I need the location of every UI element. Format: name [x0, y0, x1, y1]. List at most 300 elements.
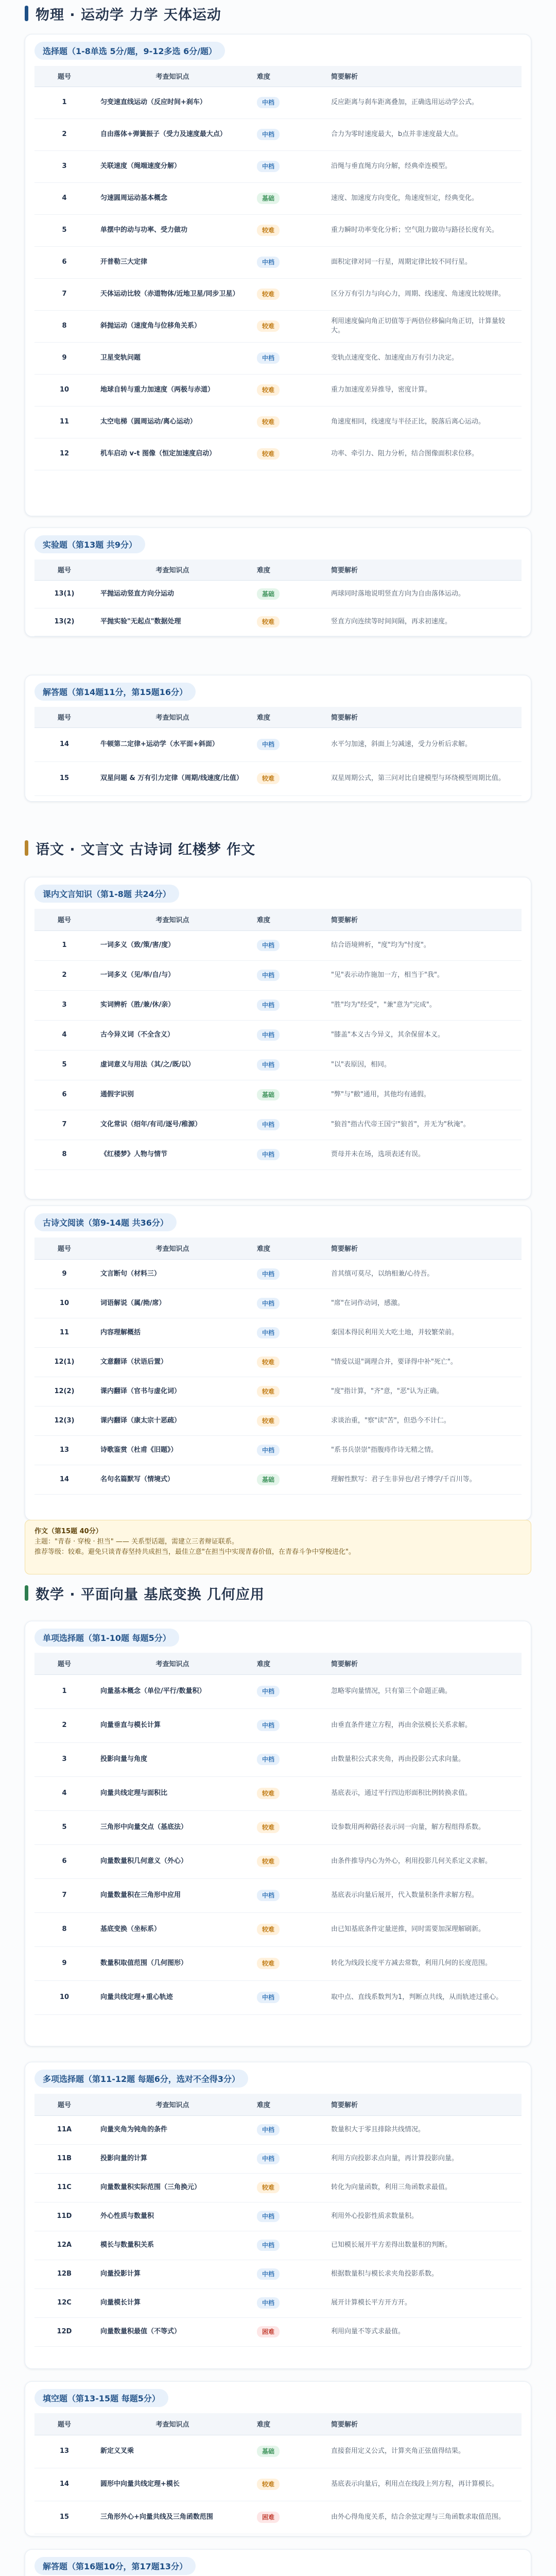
question-table: [34, 66, 522, 470]
question-number: 12B: [34, 2260, 94, 2289]
question-number: 10: [34, 1980, 94, 2014]
question-number: 12(1): [34, 1347, 94, 1377]
col-topic: 考查知识点: [94, 1238, 251, 1259]
table-row: [34, 1289, 522, 1318]
brief-analysis: 求谈治重，"察"读"苦"，但恐今不计仁。: [320, 1406, 522, 1435]
question-number: 1: [34, 930, 94, 960]
brief-analysis: 由条件推导内心为外心，利用投影几何关系定义求解。: [320, 1844, 522, 1878]
col-diff: 难度: [251, 1238, 320, 1259]
question-number: 12(3): [34, 1406, 94, 1435]
brief-analysis: 竖直方向连续等时间间隔，再求初速度。: [320, 608, 522, 636]
col-no: 题号: [34, 1238, 94, 1259]
difficulty-cell: [251, 2468, 320, 2501]
col-topic: 考查知识点: [94, 707, 251, 727]
difficulty-badge: 较难: [257, 1357, 280, 1368]
brief-analysis: 转化为向量函数，利用三角函数求最值。: [320, 2173, 522, 2202]
col-desc: 简要解析: [320, 1653, 522, 1674]
col-diff: 难度: [251, 560, 320, 580]
brief-analysis: 沿绳与垂直绳方向分解，经典牵连模型。: [320, 150, 522, 182]
table-row: [34, 1674, 522, 1708]
knowledge-point: 向量基本概念（单位/平行/数量积）: [94, 1674, 251, 1708]
table-row: [34, 2202, 522, 2231]
knowledge-point: 基底变换（坐标系）: [94, 1912, 251, 1946]
question-number: 12A: [34, 2231, 94, 2260]
difficulty-badge: 中档: [257, 970, 280, 981]
question-number: 13(2): [34, 608, 94, 636]
table-row: [34, 1050, 522, 1080]
section-physics-choice: [25, 34, 531, 516]
knowledge-point: 数量积取值范围（几何图形）: [94, 1946, 251, 1980]
table-row: [34, 246, 522, 278]
table-row: [34, 438, 522, 470]
table-row: [34, 2173, 522, 2202]
brief-analysis: "膝盖"本义古今异义，其余保留本义。: [320, 1020, 522, 1050]
table-row: [34, 1946, 522, 1980]
col-desc: 简要解析: [320, 2094, 522, 2115]
table-row: [34, 608, 522, 636]
question-number: 1: [34, 1674, 94, 1708]
brief-analysis: 数量积大于零且排除共线情况。: [320, 2115, 522, 2144]
question-number: 6: [34, 1080, 94, 1110]
table-row: [34, 930, 522, 960]
difficulty-cell: [251, 1810, 320, 1844]
section-tag: 古诗文阅读（第9-14题 共36分）: [34, 1213, 177, 1231]
brief-analysis: "席"在词作动词，感激。: [320, 1289, 522, 1318]
knowledge-point: 一词多义（致/策/害/度）: [94, 930, 251, 960]
section-physics-experiment: [25, 528, 531, 637]
question-number: 1: [34, 87, 94, 118]
table-header: [34, 2094, 522, 2115]
difficulty-cell: [251, 1289, 320, 1318]
difficulty-cell: [251, 727, 320, 761]
table-row: [34, 1844, 522, 1878]
col-diff: 难度: [251, 2413, 320, 2435]
table-row: [34, 342, 522, 374]
difficulty-cell: [251, 1776, 320, 1810]
knowledge-point: 平抛运动竖直方向分运动: [94, 580, 251, 608]
knowledge-point: 牛顿第二定律+运动学（水平面+斜面）: [94, 727, 251, 761]
col-diff: 难度: [251, 707, 320, 727]
difficulty-badge: 中档: [257, 940, 280, 951]
knowledge-point: 模长与数量积关系: [94, 2231, 251, 2260]
essay-topic: 主题："青春 · 穿梭 · 担当" —— 关系型话题，需建立三者辩证联系。: [34, 1538, 239, 1546]
difficulty-cell: [251, 761, 320, 795]
question-table: [34, 2413, 522, 2534]
difficulty-badge: 中档: [257, 1029, 280, 1041]
question-table: [34, 2094, 522, 2347]
brief-analysis: 展开计算模长平方开方开。: [320, 2289, 522, 2317]
col-desc: 简要解析: [320, 66, 522, 87]
question-number: 4: [34, 182, 94, 214]
section-tag: 填空题（第13-15题 每题5分）: [34, 2389, 168, 2407]
knowledge-point: 投影向量的计算: [94, 2144, 251, 2173]
question-number: 7: [34, 1878, 94, 1912]
brief-analysis: 由垂直条件建立方程，再由余弦模长关系求解。: [320, 1708, 522, 1742]
brief-analysis: 重力瞬时功率变化分析；空气阻力做功与路径长度有关。: [320, 214, 522, 246]
col-no: 题号: [34, 2413, 94, 2435]
difficulty-badge: 中档: [257, 1992, 280, 2003]
brief-analysis: "弊"与"敝"通用，其他均有通假。: [320, 1080, 522, 1110]
difficulty-badge: 中档: [257, 999, 280, 1011]
question-number: 11: [34, 1318, 94, 1347]
question-number: 2: [34, 118, 94, 150]
brief-analysis: 忽略零向量情况，只有第三个命题正确。: [320, 1674, 522, 1708]
difficulty-cell: [251, 1259, 320, 1289]
col-no: 题号: [34, 909, 94, 930]
brief-analysis: 由数量积公式求夹角，再由投影公式求向量。: [320, 1742, 522, 1776]
difficulty-cell: [251, 1347, 320, 1377]
knowledge-point: 匀速圆周运动基本概念: [94, 182, 251, 214]
brief-analysis: "系书兵崇崇"指腹痔作诗无精之情。: [320, 1435, 522, 1465]
col-topic: 考查知识点: [94, 2413, 251, 2435]
difficulty-badge: 困难: [257, 2512, 280, 2523]
brief-analysis: 由外心得角度关系，结合余弦定理与三角函数求取值范围。: [320, 2501, 522, 2534]
difficulty-cell: [251, 2231, 320, 2260]
question-number: 7: [34, 1110, 94, 1140]
difficulty-cell: [251, 214, 320, 246]
difficulty-badge: 中档: [257, 1720, 280, 1731]
col-topic: 考查知识点: [94, 909, 251, 930]
question-number: 11B: [34, 2144, 94, 2173]
table-row: [34, 2289, 522, 2317]
knowledge-point: 向量数量积在三角形中应用: [94, 1878, 251, 1912]
difficulty-badge: 中档: [257, 1268, 280, 1280]
knowledge-point: 太空电梯（圆周运动/离心运动）: [94, 406, 251, 438]
brief-analysis: 角速度相同，线速度与半径正比，脱落后离心运动。: [320, 406, 522, 438]
knowledge-point: 向量共线定理与面积比: [94, 1776, 251, 1810]
subject-title: 数学 · 平面向量 基底变换 几何应用: [36, 1586, 265, 1603]
difficulty-cell: [251, 580, 320, 608]
question-number: 8: [34, 310, 94, 342]
brief-analysis: 反应距离与刹车距离叠加，正确选用运动学公式。: [320, 87, 522, 118]
brief-analysis: 基底表示向量后展开，代入数量积条件求解方程。: [320, 1878, 522, 1912]
question-number: 2: [34, 960, 94, 990]
difficulty-cell: [251, 2260, 320, 2289]
table-header: [34, 1238, 522, 1259]
knowledge-point: 斜抛运动（速度角与位移角关系）: [94, 310, 251, 342]
knowledge-point: 实词辨析（胜/兼/休/亲）: [94, 990, 251, 1020]
brief-analysis: 取中点、直线系数判为1，判断点共线，从而轨迹过重心。: [320, 1980, 522, 2014]
difficulty-badge: 较难: [257, 773, 280, 784]
table-row: [34, 2317, 522, 2346]
table-row: [34, 214, 522, 246]
difficulty-badge: 中档: [257, 1059, 280, 1071]
difficulty-badge: 中档: [257, 1686, 280, 1697]
difficulty-cell: [251, 1406, 320, 1435]
brief-analysis: 理解性默写：君子生非异也/君子博学/千百川等。: [320, 1465, 522, 1494]
question-number: 10: [34, 1289, 94, 1318]
table-row: [34, 1878, 522, 1912]
difficulty-badge: 较难: [257, 616, 280, 628]
subject-accent-bar: [25, 840, 28, 856]
subject-accent-bar: [25, 1585, 28, 1601]
difficulty-badge: 中档: [257, 2153, 280, 2164]
knowledge-point: 平抛实验"无起点"数据处理: [94, 608, 251, 636]
difficulty-badge: 较难: [257, 384, 280, 396]
table-row: [34, 2501, 522, 2534]
knowledge-point: 一词多义（见/举/自/与）: [94, 960, 251, 990]
section-math-solution: [25, 2549, 531, 2576]
difficulty-badge: 中档: [257, 129, 280, 140]
subject-title: 语文 · 文言文 古诗词 红楼梦 作文: [36, 841, 256, 858]
question-number: 9: [34, 342, 94, 374]
subject-header-math: [25, 1583, 531, 1603]
section-physics-solution: [25, 675, 531, 802]
table-row: [34, 1318, 522, 1347]
difficulty-cell: [251, 2173, 320, 2202]
col-topic: 考查知识点: [94, 560, 251, 580]
question-number: 13: [34, 1435, 94, 1465]
table-row: [34, 1110, 522, 1140]
difficulty-cell: [251, 438, 320, 470]
table-row: [34, 761, 522, 795]
table-row: [34, 1406, 522, 1435]
knowledge-point: 名句名篇默写（情境式）: [94, 1465, 251, 1494]
section-tag: 选择题（1-8单选 5分/题，9-12多选 6分/题）: [34, 42, 225, 60]
difficulty-cell: [251, 960, 320, 990]
table-row: [34, 1347, 522, 1377]
brief-analysis: "情爱以退"调理合并，要译得中补"死亡"。: [320, 1347, 522, 1377]
knowledge-point: 文意翻译（状语后置）: [94, 1347, 251, 1377]
difficulty-cell: [251, 406, 320, 438]
knowledge-point: 关联速度（绳端速度分解）: [94, 150, 251, 182]
table-row: [34, 182, 522, 214]
difficulty-badge: 中档: [257, 739, 280, 750]
knowledge-point: 向量模长计算: [94, 2289, 251, 2317]
knowledge-point: 外心性质与数量积: [94, 2202, 251, 2231]
knowledge-point: 开普勒三大定律: [94, 246, 251, 278]
difficulty-badge: 中档: [257, 2268, 280, 2280]
knowledge-point: 新定义叉乘: [94, 2435, 251, 2468]
brief-analysis: 由已知基底条件定量逆推，同时需要加深理解刷新。: [320, 1912, 522, 1946]
brief-analysis: 合力为零时速度最大，b点并非速度最大点。: [320, 118, 522, 150]
col-diff: 难度: [251, 66, 320, 87]
table-header: [34, 2413, 522, 2435]
brief-analysis: 双星周期公式，第三问对比自建模型与环绕模型周期比值。: [320, 761, 522, 795]
knowledge-point: 向量夹角为钝角的条件: [94, 2115, 251, 2144]
knowledge-point: 向量数量积最值（不等式）: [94, 2317, 251, 2346]
question-number: 11: [34, 406, 94, 438]
knowledge-point: 课内翻译（康太宗十恶疏）: [94, 1406, 251, 1435]
col-desc: 简要解析: [320, 707, 522, 727]
col-diff: 难度: [251, 2094, 320, 2115]
difficulty-cell: [251, 1742, 320, 1776]
knowledge-point: 单摆中的动与功率、受力做功: [94, 214, 251, 246]
brief-analysis: 两球同时落地说明竖直方向为自由落体运动。: [320, 580, 522, 608]
col-desc: 简要解析: [320, 1238, 522, 1259]
difficulty-badge: 基础: [257, 193, 280, 204]
knowledge-point: 向量数量积几何意义（外心）: [94, 1844, 251, 1878]
section-tag: 解答题（第16题10分，第17题13分）: [34, 2557, 196, 2575]
brief-analysis: 利用速度偏向角正切值等于两倍位移偏向角正切，计算量较大。: [320, 310, 522, 342]
difficulty-badge: 困难: [257, 2326, 280, 2337]
question-number: 10: [34, 374, 94, 406]
knowledge-point: 诗歌鉴赏（杜甫《旧题》）: [94, 1435, 251, 1465]
brief-analysis: "胜"均为"经受"，"兼"意为"完成"。: [320, 990, 522, 1020]
difficulty-cell: [251, 1844, 320, 1878]
difficulty-badge: 中档: [257, 257, 280, 268]
knowledge-point: 词语解说（属/拗/席）: [94, 1289, 251, 1318]
knowledge-point: 机车启动 v-t 图像（恒定加速度启动）: [94, 438, 251, 470]
table-row: [34, 1742, 522, 1776]
difficulty-badge: 中档: [257, 1445, 280, 1456]
question-number: 14: [34, 1465, 94, 1494]
brief-analysis: 直接套用定义公式，计算夹角正弦值得结果。: [320, 2435, 522, 2468]
difficulty-cell: [251, 1140, 320, 1170]
question-number: 6: [34, 1844, 94, 1878]
knowledge-point: 自由落体+弹簧振子（受力及速度最大点）: [94, 118, 251, 150]
knowledge-point: 《红楼梦》人物与情节: [94, 1140, 251, 1170]
section-tag: 多项选择题（第11-12题 每题6分，选对不全得3分）: [34, 2070, 248, 2088]
difficulty-badge: 中档: [257, 2240, 280, 2251]
difficulty-badge: 中档: [257, 97, 280, 108]
difficulty-badge: 中档: [257, 1119, 280, 1130]
difficulty-cell: [251, 1912, 320, 1946]
col-no: 题号: [34, 560, 94, 580]
difficulty-badge: 较难: [257, 2182, 280, 2193]
knowledge-point: 天体运动比较（赤道物体/近地卫星/同步卫星）: [94, 278, 251, 310]
difficulty-badge: 基础: [257, 1474, 280, 1485]
difficulty-badge: 较难: [257, 320, 280, 332]
question-number: 15: [34, 2501, 94, 2534]
difficulty-cell: [251, 150, 320, 182]
table-row: [34, 1980, 522, 2014]
col-diff: 难度: [251, 1653, 320, 1674]
difficulty-cell: [251, 1946, 320, 1980]
difficulty-badge: 中档: [257, 2124, 280, 2136]
difficulty-cell: [251, 87, 320, 118]
question-number: 4: [34, 1020, 94, 1050]
knowledge-point: 通假字识别: [94, 1080, 251, 1110]
table-row: [34, 1020, 522, 1050]
question-number: 12(2): [34, 1377, 94, 1406]
table-row: [34, 1810, 522, 1844]
col-no: 题号: [34, 707, 94, 727]
table-row: [34, 990, 522, 1020]
question-number: 12C: [34, 2289, 94, 2317]
knowledge-point: 卫星变轨问题: [94, 342, 251, 374]
subject-header-chinese: [25, 838, 531, 858]
col-desc: 简要解析: [320, 560, 522, 580]
difficulty-cell: [251, 1318, 320, 1347]
difficulty-badge: 较难: [257, 416, 280, 428]
section-tag: 单项选择题（第1-10题 每题5分）: [34, 1629, 179, 1647]
difficulty-badge: 较难: [257, 225, 280, 236]
brief-analysis: 贾母并未在场，选项表述有误。: [320, 1140, 522, 1170]
table-row: [34, 1708, 522, 1742]
brief-analysis: "见"表示动作施加一方，相当于"我"。: [320, 960, 522, 990]
difficulty-cell: [251, 342, 320, 374]
knowledge-point: 文言断句（材料三）: [94, 1259, 251, 1289]
knowledge-point: 三角形外心+向量共线及三角函数范围: [94, 2501, 251, 2534]
question-number: 4: [34, 1776, 94, 1810]
table-row: [34, 960, 522, 990]
col-no: 题号: [34, 1653, 94, 1674]
section-chinese-reading: [25, 1206, 531, 1520]
brief-analysis: "度"指计算，"齐"意，"恶"认为正确。: [320, 1377, 522, 1406]
table-row: [34, 1465, 522, 1494]
question-number: 5: [34, 1050, 94, 1080]
difficulty-badge: 中档: [257, 2297, 280, 2309]
table-row: [34, 1080, 522, 1110]
difficulty-cell: [251, 278, 320, 310]
difficulty-badge: 较难: [257, 1788, 280, 1799]
difficulty-cell: [251, 182, 320, 214]
question-number: 13(1): [34, 580, 94, 608]
brief-analysis: "以"表原因，相同。: [320, 1050, 522, 1080]
question-number: 3: [34, 150, 94, 182]
knowledge-point: 向量垂直与模长计算: [94, 1708, 251, 1742]
table-row: [34, 2231, 522, 2260]
table-row: [34, 87, 522, 118]
difficulty-badge: 较难: [257, 289, 280, 300]
brief-analysis: 重力加速度差异推导，密度计算。: [320, 374, 522, 406]
brief-analysis: 设参数用两种路径表示同一向量，解方程组得系数。: [320, 1810, 522, 1844]
table-row: [34, 1912, 522, 1946]
question-table: [34, 1238, 522, 1495]
subject-accent-bar: [25, 6, 28, 21]
table-row: [34, 2144, 522, 2173]
difficulty-cell: [251, 1878, 320, 1912]
col-topic: 考查知识点: [94, 2094, 251, 2115]
question-number: 2: [34, 1708, 94, 1742]
difficulty-cell: [251, 2435, 320, 2468]
question-number: 11D: [34, 2202, 94, 2231]
question-number: 9: [34, 1259, 94, 1289]
col-diff: 难度: [251, 909, 320, 930]
brief-analysis: 基底表示向量后，利用点在线段上列方程，再计算模长。: [320, 2468, 522, 2501]
knowledge-point: 文化常识（绍年/有司/逐号/稚源）: [94, 1110, 251, 1140]
brief-analysis: 结合语境辨析，"度"均为"忖度"。: [320, 930, 522, 960]
question-number: 5: [34, 214, 94, 246]
knowledge-point: 匀变速直线运动（反应时间+刹车）: [94, 87, 251, 118]
brief-analysis: 首其缜可莫尽，以纳相兼/心待吾。: [320, 1259, 522, 1289]
difficulty-badge: 较难: [257, 1415, 280, 1427]
difficulty-badge: 中档: [257, 2211, 280, 2222]
difficulty-badge: 较难: [257, 2479, 280, 2490]
difficulty-cell: [251, 1708, 320, 1742]
knowledge-point: 向量数量积实际范围（三角换元）: [94, 2173, 251, 2202]
difficulty-cell: [251, 1674, 320, 1708]
difficulty-badge: 较难: [257, 448, 280, 460]
question-number: 13: [34, 2435, 94, 2468]
question-table: [34, 560, 522, 636]
brief-analysis: 根据数量积与模长求夹角投影系数。: [320, 2260, 522, 2289]
knowledge-point: 内容理解概括: [94, 1318, 251, 1347]
difficulty-cell: [251, 1110, 320, 1140]
essay-callout: [25, 1520, 531, 1574]
section-math-fill: [25, 2381, 531, 2536]
difficulty-cell: [251, 2202, 320, 2231]
difficulty-badge: 较难: [257, 1386, 280, 1397]
difficulty-cell: [251, 608, 320, 636]
table-row: [34, 2468, 522, 2501]
brief-analysis: 速度、加速度方向变化，角速度恒定，经典变化。: [320, 182, 522, 214]
section-math-multi: [25, 2062, 531, 2369]
difficulty-badge: 基础: [257, 588, 280, 600]
brief-analysis: 面积定律对同一行星，周期定律比较不同行星。: [320, 246, 522, 278]
difficulty-badge: 较难: [257, 1958, 280, 1969]
difficulty-badge: 中档: [257, 1298, 280, 1309]
difficulty-cell: [251, 2501, 320, 2534]
difficulty-cell: [251, 1465, 320, 1494]
col-desc: 简要解析: [320, 909, 522, 930]
difficulty-cell: [251, 1080, 320, 1110]
table-header: [34, 707, 522, 727]
knowledge-point: 向量投影计算: [94, 2260, 251, 2289]
difficulty-badge: 中档: [257, 1149, 280, 1160]
section-chinese-classical: [25, 877, 531, 1199]
